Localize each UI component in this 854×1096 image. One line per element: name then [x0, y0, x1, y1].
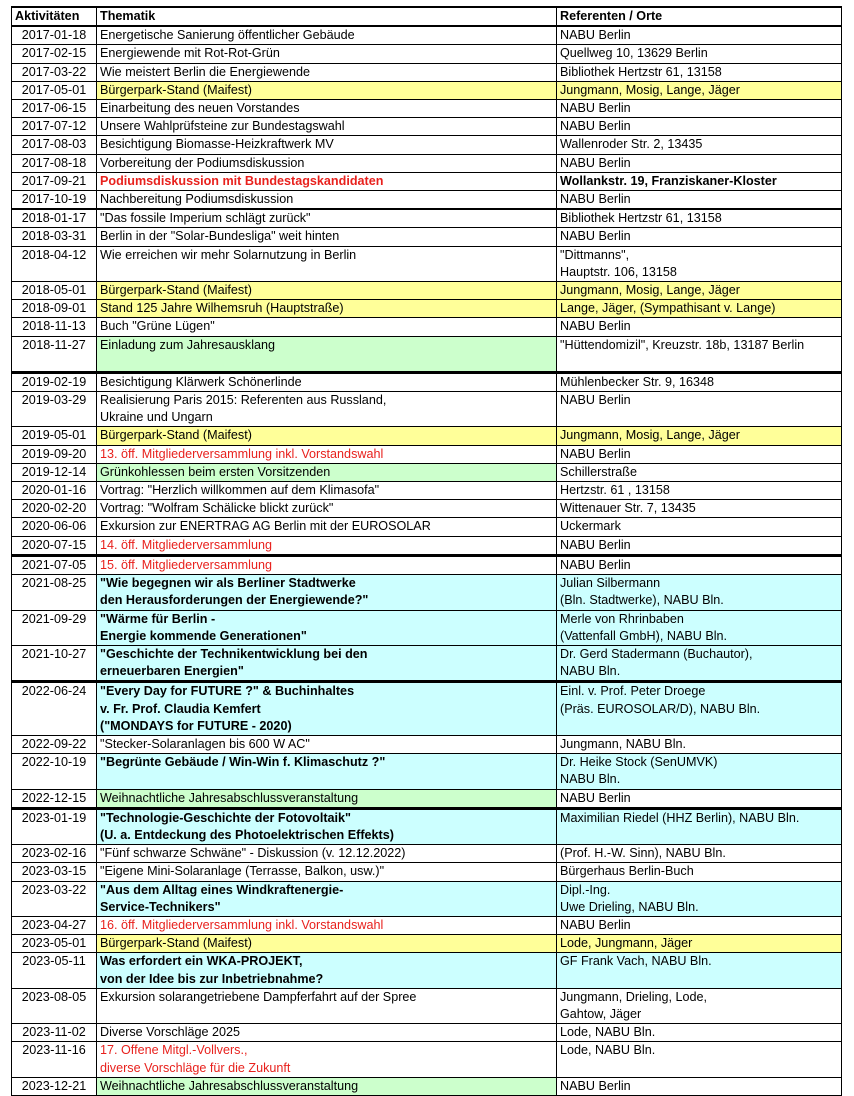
row-topic: Bürgerpark-Stand (Maifest)	[97, 427, 557, 445]
row-referents: Dr. Gerd Stadermann (Buchautor), NABU Bln.	[557, 645, 842, 681]
header-topic: Thematik	[97, 7, 557, 26]
row-referents: NABU Berlin	[557, 100, 842, 118]
table-row	[12, 789, 842, 808]
row-referents: Bürgerhaus Berlin-Buch	[557, 863, 842, 881]
row-date: 2023-11-02	[12, 1024, 97, 1042]
row-date: 2019-09-20	[12, 445, 97, 463]
table-row	[12, 518, 842, 536]
row-date: 2023-04-27	[12, 916, 97, 934]
row-topic: Wie meistert Berlin die Energiewende	[97, 63, 557, 81]
row-referents: Lange, Jäger, (Sympathisant v. Lange)	[557, 300, 842, 318]
table-row	[12, 1077, 842, 1095]
table-row	[12, 610, 842, 645]
table-row	[12, 735, 842, 753]
row-topic: Vortrag: "Wolfram Schälicke blickt zurück"	[97, 500, 557, 518]
table-row	[12, 427, 842, 445]
table-row	[12, 482, 842, 500]
row-referents: Bibliothek Hertzstr 61, 13158	[557, 63, 842, 81]
table-row	[12, 154, 842, 172]
row-referents: NABU Berlin	[557, 392, 842, 427]
row-topic: Realisierung Paris 2015: Referenten aus Russland, Ukraine und Ungarn	[97, 392, 557, 427]
row-referents: Wittenauer Str. 7, 13435	[557, 500, 842, 518]
row-topic: Was erfordert ein WKA-PROJEKT, von der Idee bis zur Inbetriebnahme?	[97, 953, 557, 988]
table-row	[12, 881, 842, 916]
row-date: 2017-06-15	[12, 100, 97, 118]
row-date: 2022-06-24	[12, 682, 97, 736]
row-topic: Besichtigung Klärwerk Schönerlinde	[97, 372, 557, 391]
row-date: 2017-08-03	[12, 136, 97, 154]
row-date: 2019-02-19	[12, 372, 97, 391]
row-date: 2021-10-27	[12, 645, 97, 681]
row-topic: Energetische Sanierung öffentlicher Gebäude	[97, 26, 557, 45]
row-topic: 17. Offene Mitgl.-Vollvers., diverse Vorschläge für die Zukunft	[97, 1042, 557, 1077]
table-row	[12, 45, 842, 63]
row-referents: "Hüttendomizil", Kreuzstr. 18b, 13187 Berlin	[557, 336, 842, 372]
row-date: 2017-07-12	[12, 118, 97, 136]
row-date: 2020-06-06	[12, 518, 97, 536]
row-referents: Maximilian Riedel (HHZ Berlin), NABU Bln.	[557, 808, 842, 844]
row-referents: Uckermark	[557, 518, 842, 536]
table-row	[12, 575, 842, 610]
row-date: 2022-12-15	[12, 789, 97, 808]
table-row	[12, 81, 842, 99]
row-referents: NABU Berlin	[557, 1077, 842, 1095]
row-date: 2017-10-19	[12, 191, 97, 210]
row-referents: NABU Berlin	[557, 191, 842, 210]
row-referents: NABU Berlin	[557, 536, 842, 555]
table-row	[12, 100, 842, 118]
row-topic: Besichtigung Biomasse-Heizkraftwerk MV	[97, 136, 557, 154]
row-date: 2017-02-15	[12, 45, 97, 63]
row-referents: NABU Berlin	[557, 228, 842, 246]
row-date: 2017-01-18	[12, 26, 97, 45]
table-row	[12, 935, 842, 953]
row-topic: "Das fossile Imperium schlägt zurück"	[97, 209, 557, 228]
row-referents: NABU Berlin	[557, 916, 842, 934]
table-row	[12, 845, 842, 863]
row-date: 2020-01-16	[12, 482, 97, 500]
row-date: 2021-08-25	[12, 575, 97, 610]
row-topic: Nachbereitung Podiumsdiskussion	[97, 191, 557, 210]
row-date: 2023-03-22	[12, 881, 97, 916]
row-topic: 15. öff. Mitgliederversammlung	[97, 555, 557, 574]
row-date: 2023-11-16	[12, 1042, 97, 1077]
row-topic: Bürgerpark-Stand (Maifest)	[97, 935, 557, 953]
row-referents: GF Frank Vach, NABU Bln.	[557, 953, 842, 988]
row-date: 2023-05-01	[12, 935, 97, 953]
row-referents: NABU Berlin	[557, 445, 842, 463]
table-row	[12, 754, 842, 789]
row-referents: Jungmann, Mosig, Lange, Jäger	[557, 427, 842, 445]
row-date: 2018-04-12	[12, 246, 97, 281]
table-row	[12, 118, 842, 136]
row-referents: NABU Berlin	[557, 118, 842, 136]
table-row	[12, 808, 842, 844]
table-row	[12, 916, 842, 934]
table-row	[12, 953, 842, 988]
table-row	[12, 445, 842, 463]
row-topic: Podiumsdiskussion mit Bundestagskandidaten	[97, 172, 557, 190]
row-topic: Vorbereitung der Podiumsdiskussion	[97, 154, 557, 172]
row-topic: Einarbeitung des neuen Vorstandes	[97, 100, 557, 118]
row-referents: Wollankstr. 19, Franziskaner-Kloster	[557, 172, 842, 190]
row-referents: Jungmann, Mosig, Lange, Jäger	[557, 81, 842, 99]
row-topic: "Begrünte Gebäude / Win-Win f. Klimaschutz ?"	[97, 754, 557, 789]
table-row	[12, 1024, 842, 1042]
row-date: 2018-11-13	[12, 318, 97, 336]
table-row	[12, 209, 842, 228]
row-topic: Berlin in der "Solar-Bundesliga" weit hinten	[97, 228, 557, 246]
table-row	[12, 172, 842, 190]
row-topic: 13. öff. Mitgliederversammlung inkl. Vorstandswahl	[97, 445, 557, 463]
row-referents: NABU Berlin	[557, 555, 842, 574]
row-referents: NABU Berlin	[557, 154, 842, 172]
table-row	[12, 246, 842, 281]
row-referents: NABU Berlin	[557, 26, 842, 45]
row-referents: Mühlenbecker Str. 9, 16348	[557, 372, 842, 391]
table-row	[12, 336, 842, 372]
row-date: 2020-02-20	[12, 500, 97, 518]
row-referents: Lode, NABU Bln.	[557, 1042, 842, 1077]
row-date: 2017-08-18	[12, 154, 97, 172]
table-row	[12, 863, 842, 881]
row-referents: NABU Berlin	[557, 789, 842, 808]
row-date: 2017-03-22	[12, 63, 97, 81]
row-referents: Quellweg 10, 13629 Berlin	[557, 45, 842, 63]
row-topic: Grünkohlessen beim ersten Vorsitzenden	[97, 463, 557, 481]
row-topic: Bürgerpark-Stand (Maifest)	[97, 81, 557, 99]
row-referents: Bibliothek Hertzstr 61, 13158	[557, 209, 842, 228]
table-row	[12, 136, 842, 154]
row-referents: NABU Berlin	[557, 318, 842, 336]
row-date: 2021-09-29	[12, 610, 97, 645]
table-row	[12, 282, 842, 300]
row-topic: "Aus dem Alltag eines Windkraftenergie- Service-Technikers"	[97, 881, 557, 916]
row-date: 2018-05-01	[12, 282, 97, 300]
row-topic: "Fünf schwarze Schwäne" - Diskussion (v. 12.12.2022)	[97, 845, 557, 863]
row-topic: Einladung zum Jahresausklang	[97, 336, 557, 372]
row-referents: Einl. v. Prof. Peter Droege (Präs. EUROSOLAR/D), NABU Bln.	[557, 682, 842, 736]
table-row	[12, 555, 842, 574]
table-row	[12, 536, 842, 555]
row-topic: Weihnachtliche Jahresabschlussveranstaltung	[97, 1077, 557, 1095]
row-date: 2023-01-19	[12, 808, 97, 844]
header-referents: Referenten / Orte	[557, 7, 842, 26]
row-date: 2018-03-31	[12, 228, 97, 246]
row-date: 2018-11-27	[12, 336, 97, 372]
table-row	[12, 463, 842, 481]
row-date: 2021-07-05	[12, 555, 97, 574]
row-referents: Lode, Jungmann, Jäger	[557, 935, 842, 953]
header-activities: Aktivitäten	[12, 7, 97, 26]
row-topic: "Wie begegnen wir als Berliner Stadtwerke den Herausforderungen der Energiewende?"	[97, 575, 557, 610]
row-date: 2023-12-21	[12, 1077, 97, 1095]
row-referents: Jungmann, Drieling, Lode, Gahtow, Jäger	[557, 988, 842, 1023]
row-topic: Exkursion solarangetriebene Dampferfahrt auf der Spree	[97, 988, 557, 1023]
row-referents: Jungmann, NABU Bln.	[557, 735, 842, 753]
row-date: 2019-05-01	[12, 427, 97, 445]
row-date: 2023-05-11	[12, 953, 97, 988]
table-row	[12, 26, 842, 45]
row-referents: Lode, NABU Bln.	[557, 1024, 842, 1042]
table-row	[12, 500, 842, 518]
row-date: 2022-10-19	[12, 754, 97, 789]
row-topic: Vortrag: "Herzlich willkommen auf dem Klimasofa"	[97, 482, 557, 500]
row-referents: Schillerstraße	[557, 463, 842, 481]
row-date: 2023-02-16	[12, 845, 97, 863]
row-referents: Wallenroder Str. 2, 13435	[557, 136, 842, 154]
row-date: 2018-01-17	[12, 209, 97, 228]
row-referents: "Dittmanns", Hauptstr. 106, 13158	[557, 246, 842, 281]
row-date: 2017-09-21	[12, 172, 97, 190]
row-topic: Buch "Grüne Lügen"	[97, 318, 557, 336]
row-topic: "Every Day for FUTURE ?" & Buchinhaltes v. Fr. Prof. Claudia Kemfert ("MONDAYS for FUTURE - 2020)	[97, 682, 557, 736]
table-row	[12, 392, 842, 427]
row-referents: Julian Silbermann (Bln. Stadtwerke), NABU Bln.	[557, 575, 842, 610]
row-topic: Bürgerpark-Stand (Maifest)	[97, 282, 557, 300]
row-date: 2019-03-29	[12, 392, 97, 427]
row-topic: "Technologie-Geschichte der Fotovoltaik" (U. a. Entdeckung des Photoelektrischen Effekts)	[97, 808, 557, 844]
row-referents: Dipl.-Ing. Uwe Drieling, NABU Bln.	[557, 881, 842, 916]
row-date: 2022-09-22	[12, 735, 97, 753]
table-row	[12, 645, 842, 681]
row-topic: "Geschichte der Technikentwicklung bei den erneuerbaren Energien"	[97, 645, 557, 681]
table-row	[12, 988, 842, 1023]
row-referents: Hertzstr. 61 , 13158	[557, 482, 842, 500]
row-date: 2018-09-01	[12, 300, 97, 318]
table-row	[12, 228, 842, 246]
row-topic: "Wärme für Berlin - Energie kommende Generationen"	[97, 610, 557, 645]
table-row	[12, 372, 842, 391]
row-topic: Diverse Vorschläge 2025	[97, 1024, 557, 1042]
row-referents: Jungmann, Mosig, Lange, Jäger	[557, 282, 842, 300]
row-topic: Wie erreichen wir mehr Solarnutzung in Berlin	[97, 246, 557, 281]
row-topic: "Stecker-Solaranlagen bis 600 W AC"	[97, 735, 557, 753]
row-topic: Weihnachtliche Jahresabschlussveranstaltung	[97, 789, 557, 808]
row-date: 2023-08-05	[12, 988, 97, 1023]
row-topic: "Eigene Mini-Solaranlage (Terrasse, Balkon, usw.)"	[97, 863, 557, 881]
row-referents: (Prof. H.-W. Sinn), NABU Bln.	[557, 845, 842, 863]
row-referents: Merle von Rhrinbaben (Vattenfall GmbH), NABU Bln.	[557, 610, 842, 645]
row-date: 2020-07-15	[12, 536, 97, 555]
table-row	[12, 318, 842, 336]
table-row	[12, 63, 842, 81]
table-row	[12, 1042, 842, 1077]
row-date: 2023-03-15	[12, 863, 97, 881]
table-row	[12, 682, 842, 736]
row-topic: Stand 125 Jahre Wilhemsruh (Hauptstraße)	[97, 300, 557, 318]
table-row	[12, 300, 842, 318]
row-topic: Exkursion zur ENERTRAG AG Berlin mit der EUROSOLAR	[97, 518, 557, 536]
activities-table	[11, 6, 842, 1096]
table-header-row	[12, 7, 842, 26]
row-date: 2019-12-14	[12, 463, 97, 481]
row-date: 2017-05-01	[12, 81, 97, 99]
row-referents: Dr. Heike Stock (SenUMVK) NABU Bln.	[557, 754, 842, 789]
row-topic: 14. öff. Mitgliederversammlung	[97, 536, 557, 555]
row-topic: Unsere Wahlprüfsteine zur Bundestagswahl	[97, 118, 557, 136]
row-topic: Energiewende mit Rot-Rot-Grün	[97, 45, 557, 63]
row-topic: 16. öff. Mitgliederversammlung inkl. Vorstandswahl	[97, 916, 557, 934]
table-row	[12, 191, 842, 210]
